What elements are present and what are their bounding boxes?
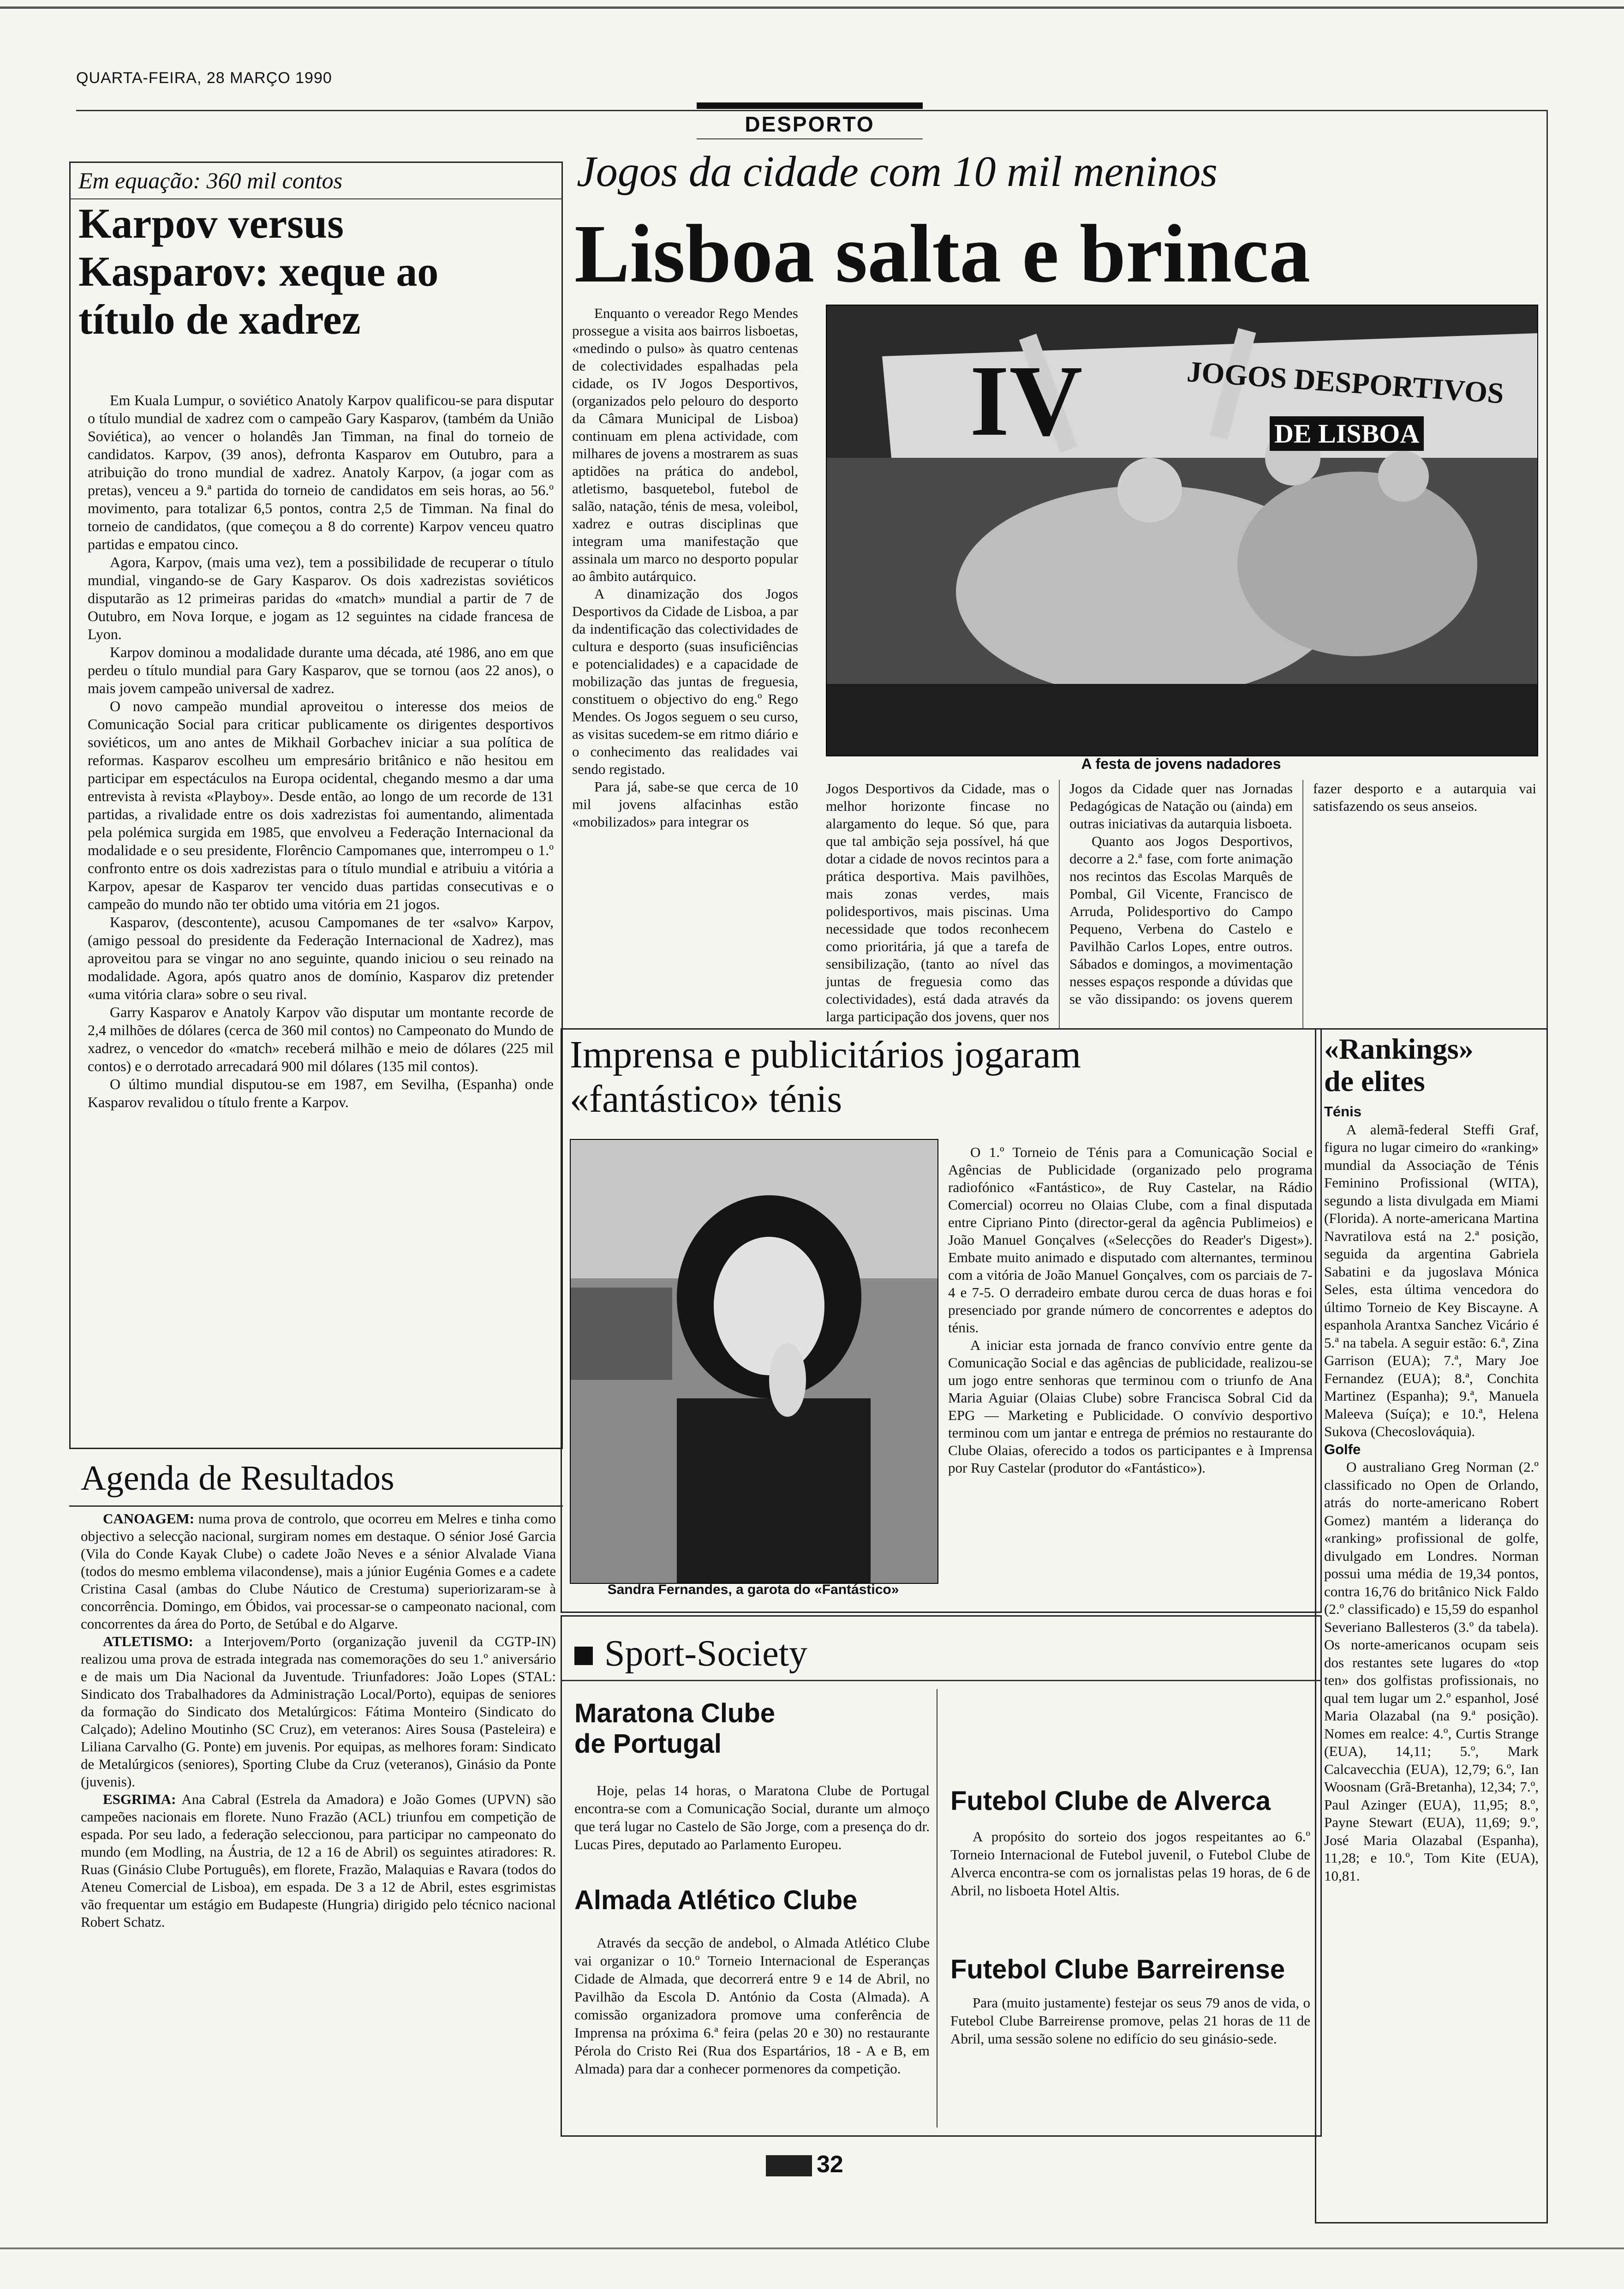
agenda-text: a Interjovem/Porto (organização juvenil da CGTP-IN) realizou uma prova de estrada integrada nas comemorações do seu 1.º aniversário e de mais um Dia Nacional da Juventude. Triunfadores: João Lopes (STAL: Sindicato dos Trabalhadores da Administração Local/Porto), equipas de seniores da formação do Sindicato dos Metalúrgicos: Fátima Monteiro (Sindicato do Calçado); Adelino Moutinho (SC Cruz), em veteranos: Aires Sousa (Pasteleira) e Liliana Carvalho (G. Ponte) em juvenis. Por equipas, as melhores foram: Sindicato de Metalúrgicos (seniores), Sporting Clube da Cruz (veteranos), Ginásio da Ponte (juvenis). (81, 1633, 556, 1790)
agenda-item (81, 1791, 556, 1931)
tenis-body (948, 1144, 1313, 1477)
karpov-paragraph: Karpov dominou a modalidade durante uma década, até 1986, ano em que perdeu o título mundial para Gary Kasparov, que se tornou (aos 22 anos), o mais jovem campeão universal de xadrez. (88, 644, 554, 696)
tenis-paragraph: O 1.º Torneio de Ténis para a Comunicação Social e Agências de Publicidade (organizado pelo programa radiofónico «Fantástico», de Ruy Castelar, na Rádio Comercial) ocorreu no Olaias Clube, com a final disputada entre Cipriano Pinto (director-geral da agência Publimeios) e João Manuel Gonçalves («Selecções do Reader's Digest»). Embate muito animado e disputado com alternantes, terminou com a vitória de João Manuel Gonçalves, com os parciais de 7-4 e 7-5. O derradeiro embate durou cerca de duas horas e foi presenciado por grande número de concorrentes e adeptos do ténis. (948, 1144, 1313, 1336)
tenis-paragraph: A iniciar esta jornada de franco convívio entre gente da Comunicação Social e das agências de publicidade, realizou-se um jogo entre senhoras que terminou com o triunfo de Ana Maria Aguiar (Olaias Clube) sobre Francisca Sobral Cid da EPG — Marketing e Publicidade. O convívio desportivo terminou com um jantar e entrega de prémios no restaurante do Clube Olaias, oferecido a todos os participantes e à Imprensa por Ruy Castelar (produtor do «Fantástico»). (948, 1337, 1313, 1476)
karpov-paragraph: O último mundial disputou-se em 1987, em Sevilha, (Espanha) onde Kasparov revalidou o título frente a Karpov. (88, 1076, 554, 1110)
lisboa-paragraph: Para já, sabe-se que cerca de 10 mil jovens alfacinhas estão «mobilizados» para integrar os (572, 779, 798, 830)
photo-banner-iv: IV (970, 344, 1083, 457)
agenda-text: Ana Cabral (Estrela da Amadora) e João Gomes (UPVN) são campeões nacionais em florete. Nuno Frazão (ACL) triunfou em competição de espada. Por seu lado, a federação seleccionou, para participar no campeonato do mundo (em Modling, na Áustria, de 12 a 16 de Abril) os seguintes atiradores: R. Ruas (Ginásio Clube Português), em florete, Frazão, Malaquias e Ravara (todos do Ateneu Comercial de Lisboa), em espada. De 3 a 12 de Abril, estes esgrimistas vão frequentar um estágio em Budapeste (Hungria) dirigido pelo técnico nacional Robert Schatz. (81, 1791, 556, 1930)
sport-society-rule (561, 1680, 1322, 1681)
tenis-title: Imprensa e publicitários jogaram «fantástico» ténis (570, 1033, 1081, 1121)
lisboa-intro (572, 305, 798, 831)
lisboa-paragraph: A dinamização dos Jogos Desportivos da Cidade de Lisboa, a par da indentificação das colectividades de cultura e desporto (suas insuficiências e potencialidades) e a capacidade de mobilização das juntas de freguesia, constituem o objectivo do eng.º Rego Mendes. Os Jogos seguem o seu curso, as visitas sucedem-se em ritmo diário e o conhecimento das realidades vai sendo registado. (572, 586, 798, 777)
lisboa-paragraph: Enquanto o vereador Rego Mendes prossegue a visita aos bairros lisboetas, «medindo o pulso» às quatro centenas de colectividades espalhadas pela cidade, os IV Jogos Desportivos, (organizados pelo pelouro do desporto da Câmara Municipal de Lisboa) continuam em plena actividade, com milhares de jovens a mostrarem as suas aptidões na prática do andebol, atletismo, basquetebol, futebol de salão, natação, ténis de mesa, voleibol, xadrez e outras disciplinas que integram uma manifestação que assinala um marco no desporto popular ao âmbito autárquico. (572, 305, 798, 584)
agenda-text: numa prova de controlo, que ocorreu em Melres e tinha como objectivo a selecção nacional, surgiram nomes em destaque. O sénior José Garcia (Vila do Conde Kayak Clube) o cadete João Neves e a sénior Alvalade Viana (todos do mesmo emblema vilacondense), mais a júnior Eugénia Gomes e a cadete Cristina Casal (ambas do Clube Náutico de Crestuma) superiorizaram-se à concorrência. Domingo, em Óbidos, vai processar-se o campeonato nacional, com concorrentes da área do Porto, de Setúbal e do Algarve. (81, 1510, 556, 1632)
page-number: 32 (817, 2151, 843, 2178)
header-rule (76, 110, 1548, 111)
sport-society-square-icon (574, 1647, 593, 1665)
karpov-kicker: Em equação: 360 mil contos (78, 168, 343, 193)
rankings-text-tenis: A alemã-federal Steffi Graf, figura no lugar cimeiro do «ranking» mundial da Associação de Ténis Feminino Profissional (WITA), segundo a lista divulgada em Miami (Florida). A norte-americana Martina Navratilova está na 2.ª posição, seguida da argentina Gabriela Sabatini e da jugoslava Mónica Seles, esta última vencedora do último Torneio de Key Biscayne. A espanhola Arantxa Sanchez Vicário é 5.ª na tabela. A seguir estão: 6.ª, Zina Garrison (EUA); 7.ª, Mary Joe Fernandez (EUA); 8.ª, Conchita Martinez (Espanha); 9.ª, Manuela Maleeva (Suíça); e 10.ª, Helena Sukova (Checoslováquia). (1324, 1121, 1539, 1439)
karpov-paragraph: Agora, Karpov, (mais uma vez), tem a possibilidade de recuperar o título mundial, vingando-se de Gary Kasparov. Os dois xadrezistas soviéticos disputarão as 12 primeiras paridas do «match» mundial a partir de 7 de Outubro, em Nova Iorque, e jogam as 12 seguintes na cidade francesa de Lyon. (88, 554, 554, 642)
agenda-rule (69, 1505, 563, 1507)
photo-banner-lisboa: DE LISBOA (1270, 416, 1424, 451)
agenda-title: Agenda de Resultados (81, 1459, 394, 1498)
section-title: DESPORTO (745, 112, 875, 136)
maratona-text: Hoje, pelas 14 horas, o Maratona Clube de Portugal encontra-se com a Comunicação Social, durante um almoço que terá lugar no Castelo de São Jorge, com a presença do dr. Lucas Pires, deputado ao Parlamento Europeu. (574, 1782, 930, 1852)
barreirense-heading: Futebol Clube Barreirense (950, 1954, 1285, 1984)
rankings-heading-tenis: Ténis (1324, 1103, 1361, 1120)
bottom-scan-edge (0, 2247, 1624, 2249)
page-date: QUARTA-FEIRA, 28 MARÇO 1990 (76, 69, 332, 87)
alverca-text: A propósito do sorteio dos jogos respeitantes ao 6.º Torneio Internacional de Futebol juvenil, o Futebol Clube de Alverca encontra-se com os jornalistas pelas 19 horas, de 6 de Abril, no lisboeta Hotel Altis. (950, 1828, 1310, 1899)
karpov-paragraph: O novo campeão mundial aproveitou o interesse dos meios de Comunicação Social para criticar publicamente os dirigentes desportivos soviéticos, um ano antes de Mikhail Gorbachev iniciar a sua política de reformas. Kasparov escolheu um empresário britânico e não hesitou em participar em espectáculos na Europa ocidental, chegando mesmo a dar uma entrevista à revista «Playboy». Desde então, ao longo de um recorde de 131 partidas, a rivalidade entre os dois xadrezistas foi aumentando, alimentada pela polémica surgida em 1985, que envolveu a Federação Internacional da modalidade e o seu presidente, Florêncio Campomanes que, interrompeu o 1.º confronto entre os dois xadrezistas para o título mundial e atribuiu a vitória a Karpov, apesar de Kasparov ter vencido duas partidas consecutivas e o campeão do mundo não ter obtido uma vitória em 21 jogos. (88, 698, 554, 912)
lisboa-paragraph: Jogos Desportivos da Cidade, mas o melhor horizonte fincase no alargamento do leque. Só que, para que tal ambição seja possível, há que dotar a cidade de novos recintos para a prática desportiva. Mais pavilhões, mais zonas verdes, mais polidesportivos, mais piscinas. Uma necessidade que todos reconhecem como prioritária, já que a tarefa de sensibilização, (tanto ao nível das juntas de freguesia como das colectividades), está dada através da larga participação dos jovens, quer nos Jogos da Cidade quer nas Jornadas Pedagógicas de Natação ou (ainda) em outras iniciativas da autarquia lisboeta. (826, 780, 1293, 1025)
lisboa-kicker: Jogos da cidade com 10 mil meninos (577, 148, 1218, 196)
section-bar (697, 102, 923, 109)
karpov-body (88, 391, 554, 1111)
karpov-paragraph: Garry Kasparov e Anatoly Karpov vão disputar um montante recorde de 2,4 milhões de dólares (cerca de 360 mil contos) no Campeonato do Mundo de xadrez, o vencedor do «match» receberá milhão e meio de dólares (225 mil contos) e o derrotado arrecadará 900 mil dólares (135 mil contos). (88, 1004, 554, 1074)
maratona-heading: Maratona Clube de Portugal (574, 1698, 776, 1759)
section-underline (697, 138, 923, 139)
karpov-title: Karpov versus Kasparov: xeque ao título de xadrez (78, 200, 439, 343)
rankings-title: «Rankings» de elites (1324, 1032, 1474, 1097)
agenda-tag: ESGRIMA: (103, 1791, 176, 1807)
karpov-paragraph: Em Kuala Lumpur, o soviético Anatoly Karpov qualificou-se para disputar o título mundial de xadrez com o campeão Gary Kasparov, (também da União Soviética), ao vencer o holandês Jan Timman, na final do torneio de candidatos. Karpov, (39 anos), defronta Kasparov em Outubro, para a atribuição do trono mundial de xadrez. Anatoly Karpov, (a jogar com as pretas), venceu a 9.ª partida do torneio de candidatos em seis horas, ao 56.º movimento, para totalizar 6,5 pontos, contra 2,5 de Timman. Na final do torneio de candidatos, (que começou a 8 do corrente) Karpov venceu quatro partidas e empatou cinco. (88, 392, 554, 552)
footer-logo-mark (766, 2155, 812, 2176)
lisboa-paragraph: Quanto aos Jogos Desportivos, decorre a 2.ª fase, com forte animação nos recintos das Escolas Marquês de Pombal, Gil Vicente, Francisco de Arruda, Polidesportivo do Campo Pequeno, Verbena do Castelo e Pavilhão Carlos Lopes, entre outros. Sábados e domingos, a movimentação nesses espaços responde a dúvidas que se vão dissipando: os jovens querem fazer desporto e a autarquia vai satisfazendo os seus anseios. (1069, 780, 1536, 1007)
alverca-heading: Futebol Clube de Alverca (950, 1786, 1271, 1816)
barreirense-text: Para (muito justamente) festejar os seus 79 anos de vida, o Futebol Clube Barreirense promove, pelas 21 horas de 11 de Abril, uma sessão solene no edifício do seu ginásio-sede. (950, 1995, 1310, 2047)
sport-society-title: Sport-Society (604, 1633, 807, 1674)
swimmers-photo-caption: A festa de jovens nadadores (1081, 755, 1281, 772)
lisboa-title: Lisboa salta e brinca (574, 208, 1311, 300)
swimmers-photo (826, 305, 1538, 756)
rankings-heading-golfe: Golfe (1324, 1441, 1361, 1457)
rankings-text-golfe: O australiano Greg Norman (2.º classificado no Open de Orlando, atrás do norte-americano Robert Gomez) mantém a liderança do «ranking» profissional de golfe, divulgado em Londres. Norman possui uma média de 19,34 pontos, contra 16,76 do britânico Nick Faldo (2.º classificado) e 15,59 do espanhol Severiano Ballesteros (3.º da tabela). Os norte-americanos ocupam seis dos restantes sete lugares do «top ten» dos golfistas profissionais, no qual tem lugar um 2.º espanhol, José Maria Olazabal (na 9.ª posição). Nomes em realce: 4.º, Curtis Strange (EUA), 14,11; 5.º, Mark Calcavecchia (EUA), 12,79; 6.º, Ian Woosnam (Grã-Bretanha), 12,34; 7.º, Paul Azinger (EUA), 11,95; 8.º, Payne Stewart (EUA), 11,69; 9.º, José Maria Olazabal (Espanha), 11,28; e 10.º, Tom Kite (EUA), 10,81. (1324, 1459, 1539, 1884)
agenda-tag: ATLETISMO: (103, 1633, 193, 1649)
top-scan-edge (0, 6, 1624, 9)
sandra-photo-caption: Sandra Fernandes, a garota do «Fantástico» (607, 1582, 899, 1597)
almada-text: Através da secção de andebol, o Almada Atlético Clube vai organizar o 10.º Torneio Internacional de Esperanças Cidade de Almada, que decorrerá entre 9 e 14 de Abril, no Pavilhão da Escola D. António da Costa (Almada). A comissão organizadora promove uma conferência de Imprensa na próxima 6.ª feira (pelas 20 e 30) no restaurante Pérola do Cristo Rei (Rua dos Espartários, 18 - A e B, em Almada) para dar a conhecer pormenores da competição. (574, 1935, 930, 2077)
sandra-photo (570, 1139, 938, 1584)
karpov-paragraph: Kasparov, (descontente), acusou Campomanes de ter «salvo» Karpov, (amigo pessoal do presidente da Federação Internacional de Xadrez), mas aproveitou para se vingar no ano seguinte, quando iniciou o seu reinado na modalidade. Agora, após quatro anos de domínio, Kasparov diz pretender «uma vitória clara» sobre o seu rival. (88, 914, 554, 1002)
photo-banner-jogos: JOGOS DESPORTIVOS (1186, 355, 1505, 410)
rankings-body (1324, 1103, 1539, 1885)
agenda-tag: CANOAGEM: (103, 1510, 195, 1527)
agenda-item (81, 1633, 556, 1791)
agenda-body (81, 1510, 556, 1931)
sandra-illustration (571, 1140, 937, 1583)
almada-heading: Almada Atlético Clube (574, 1885, 858, 1915)
lisboa-continuation (826, 780, 1536, 1029)
agenda-item (81, 1510, 556, 1633)
